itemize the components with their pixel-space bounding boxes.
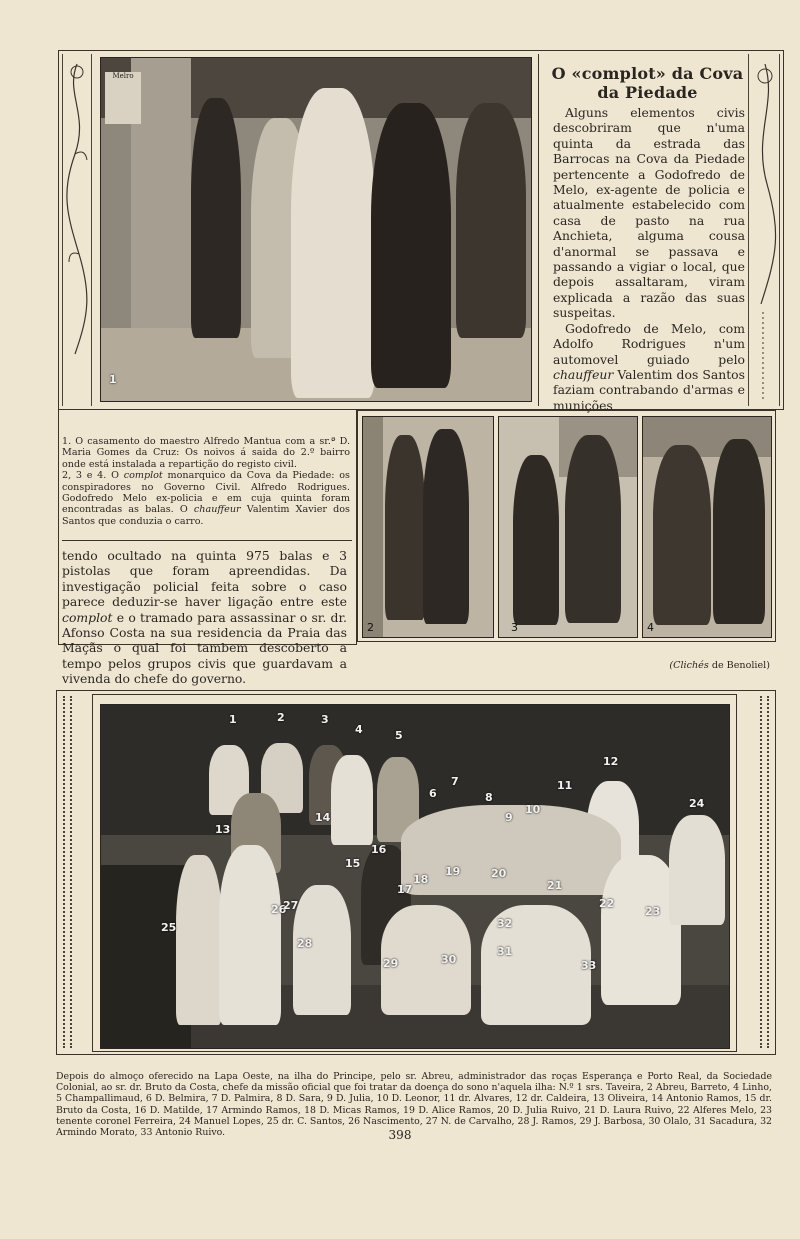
- page-number: 398: [388, 1128, 412, 1142]
- article-continuation: tendo ocultado na quinta 975 balas e 3 pistolas que foram apreendidas. Da investigação policial feita sobre o caso parece deduzir-se haver ligação entre este complot e o tramado para assassinar o sr. dr. Afonso Costa na sua residencia da Praia das Maçãs o qual foi tambem descoberto a tempo pelos grupos civis que guardavam a vivenda do chefe do governo.: [62, 548, 347, 687]
- group-number-33: 33: [581, 959, 597, 972]
- photo-captions: [62, 436, 350, 527]
- group-number-28: 28: [297, 937, 313, 950]
- right-dotted-border: [760, 696, 762, 1048]
- group-number-4: 4: [355, 723, 363, 736]
- group-number-20: 20: [491, 867, 507, 880]
- photo-conspirators-4: [642, 416, 772, 638]
- group-number-3: 3: [321, 713, 329, 726]
- photo-number-4: 4: [647, 621, 654, 634]
- group-number-31: 31: [497, 945, 513, 958]
- group-number-7: 7: [451, 775, 459, 788]
- photo-conspirators-3: [498, 416, 638, 638]
- column-divider: [538, 54, 539, 406]
- group-number-17: 17: [397, 883, 413, 896]
- group-number-13: 13: [215, 823, 231, 836]
- group-number-15: 15: [345, 857, 361, 870]
- group-number-27: 27: [283, 899, 299, 912]
- group-number-24: 24: [689, 797, 705, 810]
- photo-number-2: 2: [367, 621, 374, 634]
- photo-number-1: 1: [109, 373, 117, 386]
- left-dotted-border: [70, 696, 72, 1048]
- group-number-21: 21: [547, 879, 563, 892]
- group-number-8: 8: [485, 791, 493, 804]
- photo-number-3: 3: [511, 621, 518, 634]
- door-sign: Melro: [105, 72, 141, 124]
- group-number-29: 29: [383, 957, 399, 970]
- group-number-22: 22: [599, 897, 615, 910]
- group-number-18: 18: [413, 873, 429, 886]
- group-number-25: 25: [161, 921, 177, 934]
- group-number-19: 19: [445, 865, 461, 878]
- group-number-14: 14: [315, 811, 331, 824]
- group-number-23: 23: [645, 905, 661, 918]
- group-photo-caption: Depois do almoço oferecido na Lapa Oeste, na ilha do Principe, pelo sr. Abreu, administrador das roças Esperança e Porto Real, da Sociedade Colonial, ao sr. dr. Bruto da Costa, chefe da missão oficial que foi tratar da doença do sono n'aquela ilha: N.º 1 srs. Taveira, 2 Abreu, Barreto, 4 Linho, 5 Champallimaud, 6 D. Belmira, 7 D. Palmira, 8 D. Sara, 9 D. Julia, 10 D. Leonor, 11 dr. Alvares, 12 dr. Caldeira, 13 Oliveira, 14 Antonio Ramos, 15 dr. Bruto da Costa, 16 D. Matilde, 17 Armindo Ramos, 18 D. Micas Ramos, 19 D. Alice Ramos, 20 D. Julia Ruivo, 21 D. Laura Ruivo, 22 Alferes Melo, 23 tenente coronel Ferreira, 24 Manuel Lopes, 25 dr. C. Santos, 26 Nascimento, 27 N. de Carvalho, 28 J. Ramos, 29 J. Barbosa, 30 Olalo, 31 Sacadura, 32 Armindo Morato, 33 Antonio Ruivo.: [56, 1071, 773, 1139]
- group-number-10: 10: [525, 803, 541, 816]
- right-ornament: [748, 54, 780, 406]
- right-dotted-border: [767, 696, 769, 1048]
- group-number-26: 26: [271, 903, 287, 916]
- caption-1: 1. O casamento do maestro Alfredo Mantua com a sr.ª D. Maria Gomes da Cruz: Os noivos á saida do 2.º bairro onde está instalada a repartição do registo civil.: [62, 436, 350, 470]
- left-ornament: [62, 54, 92, 406]
- article-paragraph: Alguns elementos civis descobriram que n'uma quinta da estrada das Barrocas na Cova da Piedade pertencente a Godofredo de Melo, ex-agente de policia e atualmente estabelecido com casa de pasto na rua Anchieta, alguma cousa d'anormal se passava e passando a vigiar o local, que depois assaltaram, viram explicada a razão das suas suspeitas.: [553, 105, 745, 321]
- art-nouveau-vine-icon: [749, 54, 779, 406]
- group-number-12: 12: [603, 755, 619, 768]
- group-number-11: 11: [557, 779, 573, 792]
- photo-credit: (Clichés de Benoliel): [669, 660, 770, 671]
- group-number-2: 2: [277, 711, 285, 724]
- photo-conspirators-2: [362, 416, 494, 638]
- group-number-1: 1: [229, 713, 237, 726]
- group-number-30: 30: [441, 953, 457, 966]
- article-body: [553, 105, 745, 413]
- group-number-9: 9: [505, 811, 513, 824]
- group-number-5: 5: [395, 729, 403, 742]
- group-number-6: 6: [429, 787, 437, 800]
- group-photo: [100, 704, 730, 1049]
- caption-2-4: 2, 3 e 4. O complot monarquico da Cova da Piedade: os conspiradores no Governo Civil. Alfredo Rodrigues. Godofredo Melo ex-policia e em cuja quinta foram encontradas as balas. O chauffeur Valentim Xavier dos Santos que conduzia o carro.: [62, 470, 350, 527]
- wedding-photo: [100, 57, 532, 402]
- article-title: O «complot» da Cova da Piedade: [551, 64, 744, 102]
- article-paragraph: Godofredo de Melo, com Adolfo Rodrigues n'um automovel guiado pelo chauffeur Valentim dos Santos faziam contrabando d'armas e munições: [553, 320, 745, 413]
- group-number-16: 16: [371, 843, 387, 856]
- caption-divider: [62, 540, 352, 541]
- group-number-32: 32: [497, 917, 513, 930]
- art-nouveau-vine-icon: [63, 54, 91, 406]
- left-dotted-border: [63, 696, 65, 1048]
